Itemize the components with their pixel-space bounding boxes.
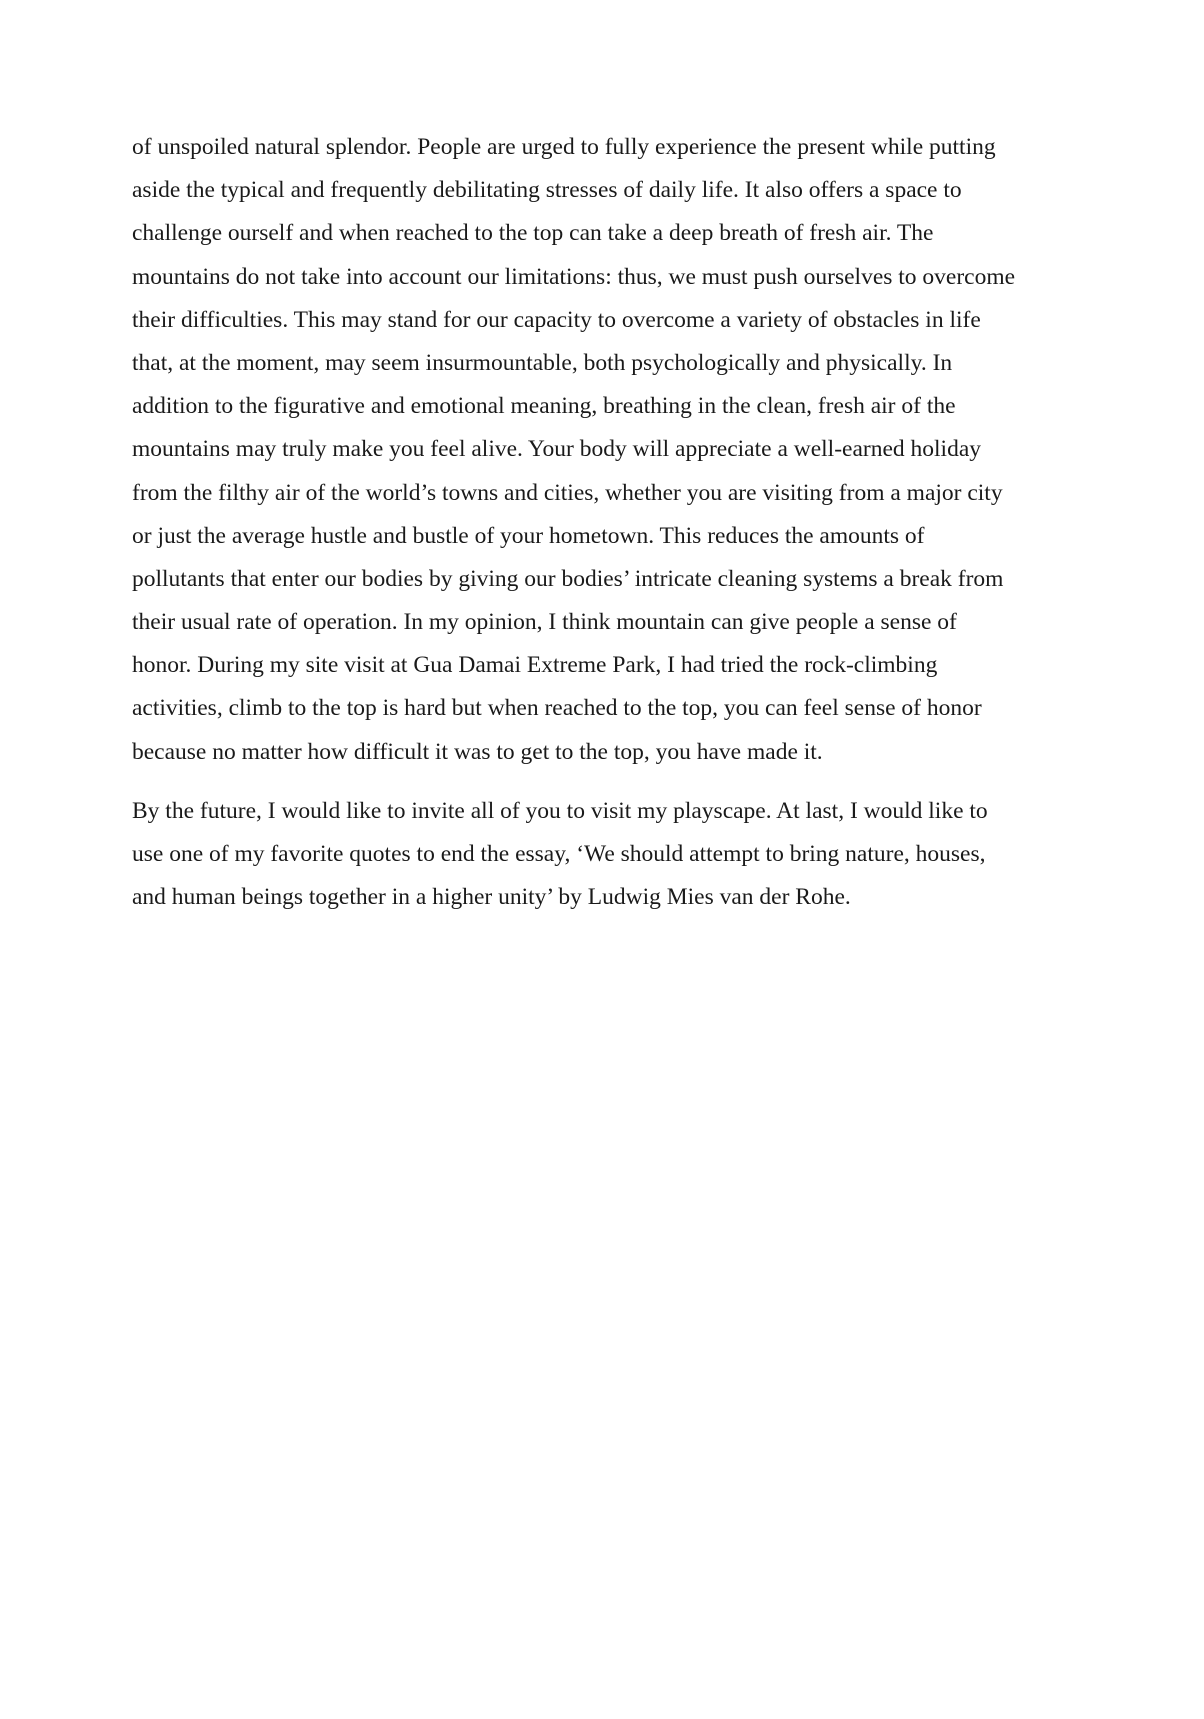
paragraph-line: or just the average hustle and bustle of your hometown. This reduces the amounts of	[132, 522, 925, 549]
paragraph-line: from the filthy air of the world’s towns and cities, whether you are visiting from a major city	[132, 479, 1003, 506]
paragraph-line: mountains may truly make you feel alive. Your body will appreciate a well-earned holiday	[132, 436, 982, 463]
paragraph-line: addition to the figurative and emotional meaning, breathing in the clean, fresh air of the	[132, 393, 956, 420]
paragraph-line: their difficulties. This may stand for our capacity to overcome a variety of obstacles in life	[132, 306, 981, 333]
paragraph-line: activities, climb to the top is hard but when reached to the top, you can feel sense of honor	[132, 695, 982, 722]
paragraph-line: that, at the moment, may seem insurmountable, both psychologically and physically. In	[132, 349, 953, 376]
essay-body	[132, 126, 1082, 919]
paragraph-line: mountains do not take into account our limitations: thus, we must push ourselves to overcome	[132, 263, 1016, 290]
paragraph-line: because no matter how difficult it was to get to the top, you have made it.	[132, 738, 823, 765]
paragraph-line: their usual rate of operation. In my opinion, I think mountain can give people a sense of	[132, 609, 957, 636]
paragraph-line: honor. During my site visit at Gua Damai Extreme Park, I had tried the rock-climbing	[132, 652, 938, 679]
paragraph-line: pollutants that enter our bodies by giving our bodies’ intricate cleaning systems a break from	[132, 565, 1004, 592]
paragraph-line: challenge ourself and when reached to the top can take a deep breath of fresh air. The	[132, 220, 934, 247]
paragraph-line: use one of my favorite quotes to end the essay, ‘We should attempt to bring nature, houses,	[132, 841, 986, 867]
paragraph-2	[132, 790, 1082, 920]
paragraph-line: and human beings together in a higher unity’ by Ludwig Mies van der Rohe.	[132, 884, 851, 911]
paragraph-1	[132, 126, 1082, 774]
paragraph-line: By the future, I would like to invite all of you to visit my playscape. At last, I would like to	[132, 797, 988, 824]
paragraph-line: aside the typical and frequently debilitating stresses of daily life. It also offers a space to	[132, 177, 962, 204]
paragraph-line: of unspoiled natural splendor. People are urged to fully experience the present while putting	[132, 134, 996, 160]
